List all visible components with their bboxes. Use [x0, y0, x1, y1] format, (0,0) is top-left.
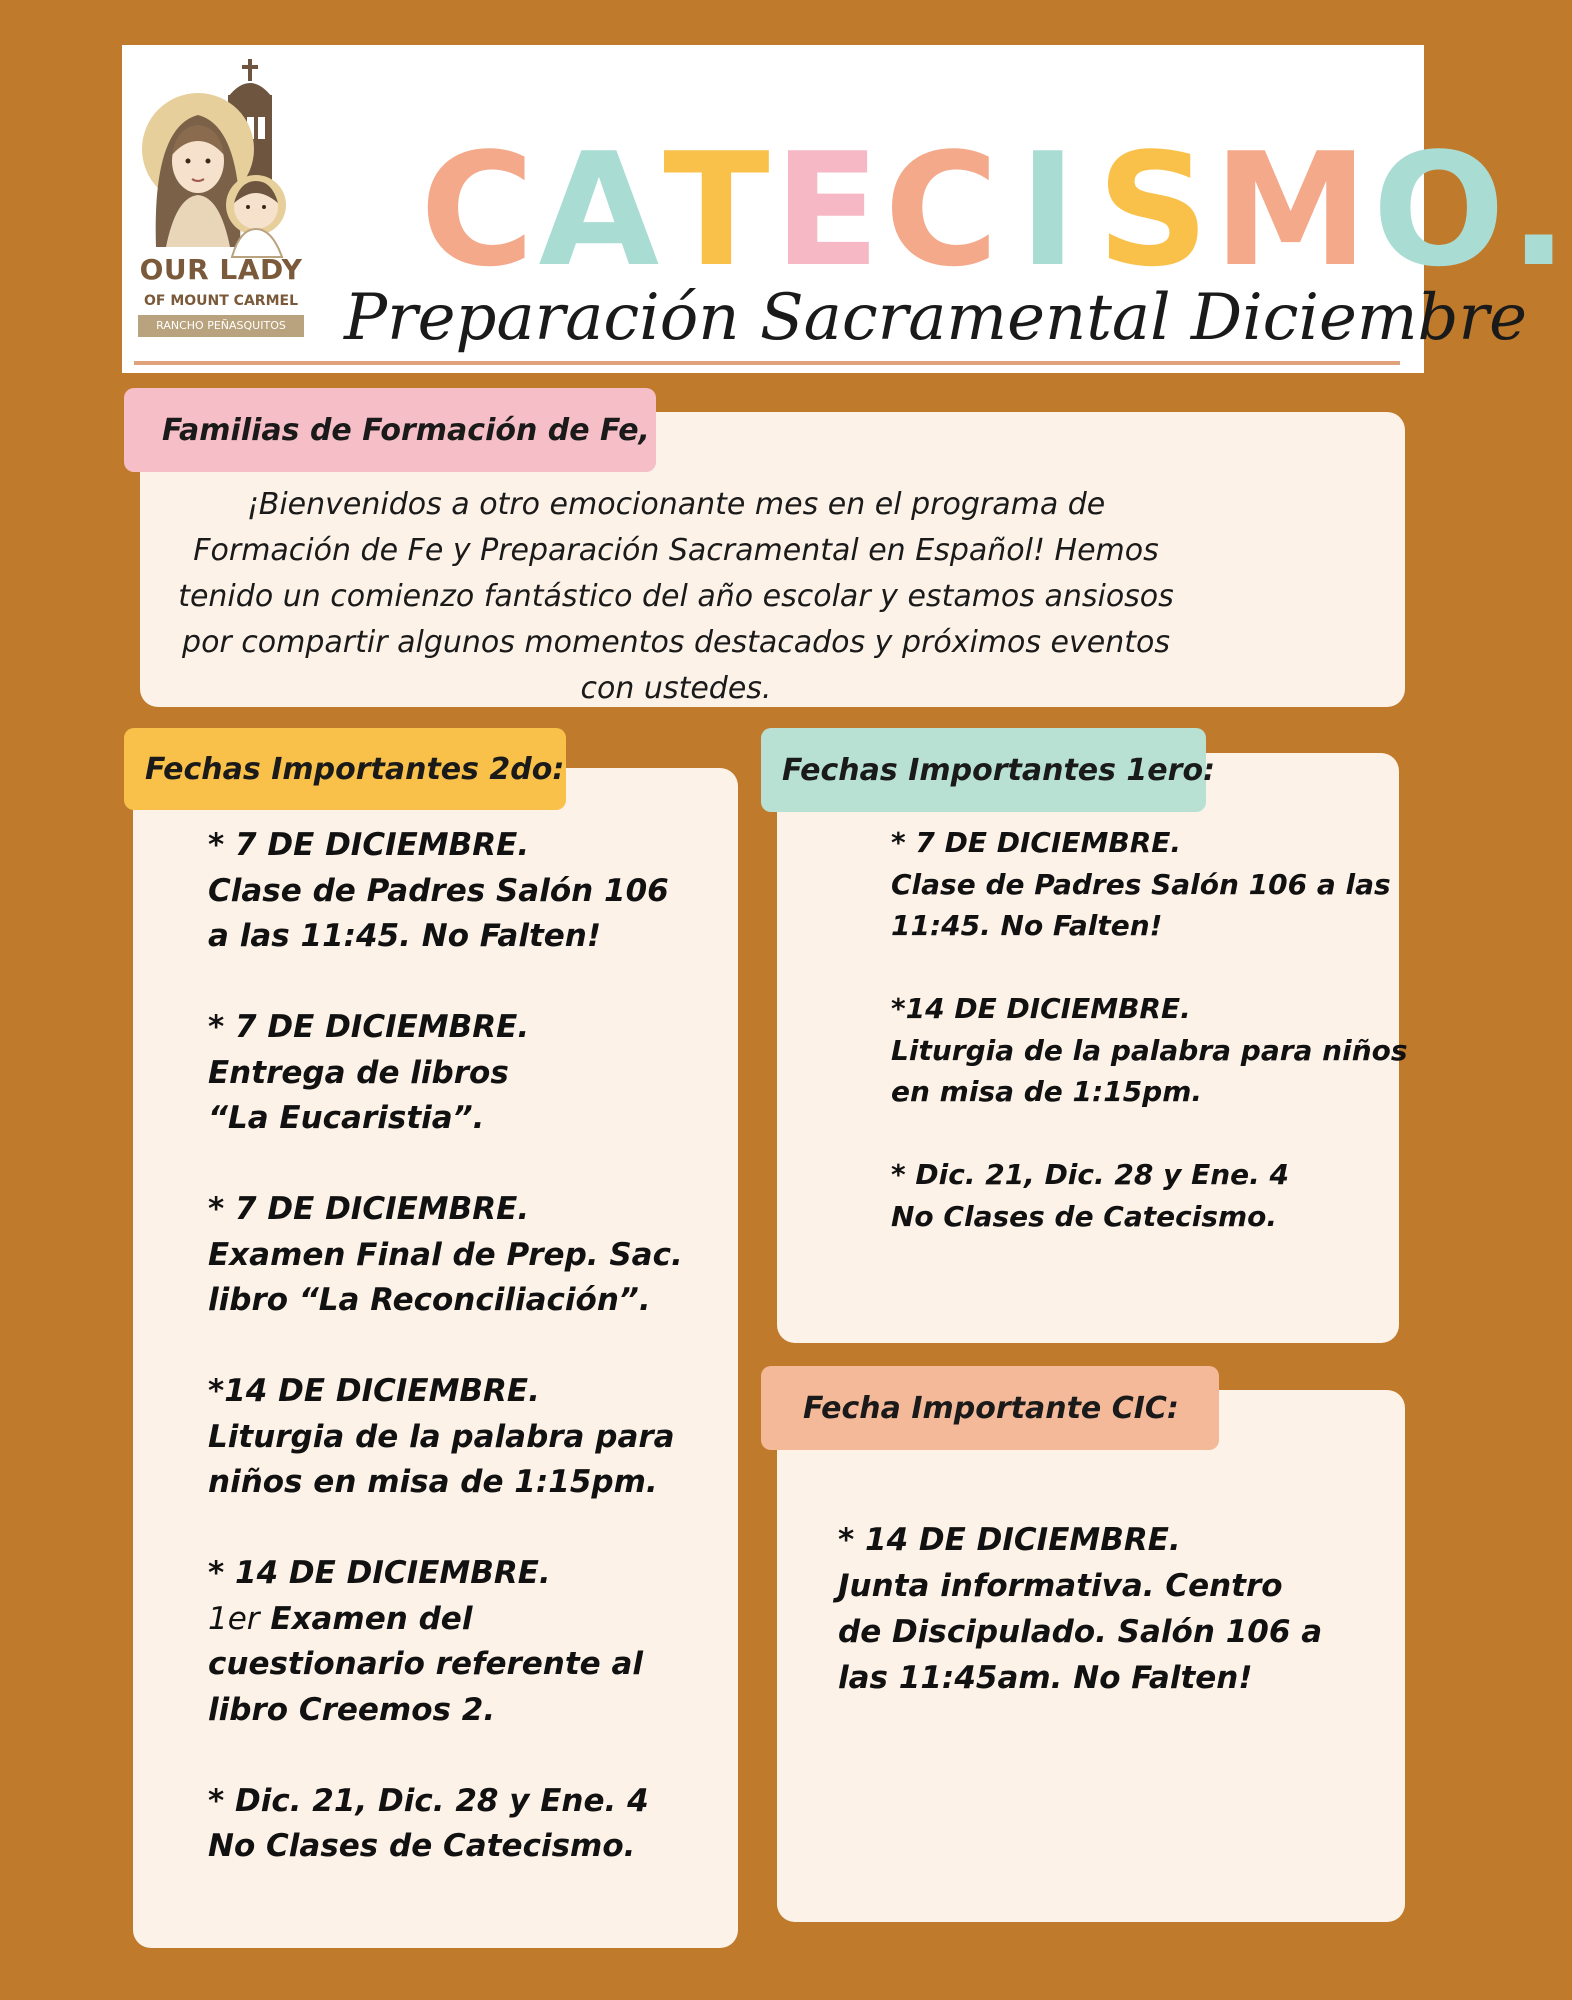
cic-tab: Fecha Importante CIC: [761, 1366, 1219, 1450]
date-entry: * 14 DE DICIEMBRE. Junta informativa. Centro de Discipulado. Salón 106 a las 11:45am. No Falten! [838, 1522, 1323, 1696]
title-letter: C [884, 119, 1003, 301]
header-banner [122, 45, 1572, 373]
title-letter: O [1372, 119, 1510, 301]
title-letter: I [1018, 119, 1081, 301]
date-entry: *14 DE DICIEMBRE. Liturgia de la palabra para niños en misa de 1:15pm. [208, 1373, 675, 1500]
segundo-dates [208, 823, 683, 1915]
mary-and-child-illustration [136, 57, 306, 257]
date-entry: * Dic. 21, Dic. 28 y Ene. 4 No Clases de Catecismo. [208, 1782, 649, 1864]
date-entry: * 7 DE DICIEMBRE. Clase de Padres Salón 106 a las 11:45. No Falten! [208, 827, 669, 954]
logo-subtitle: OF MOUNT CARMEL [144, 293, 298, 309]
date-entry: * 7 DE DICIEMBRE. Examen Final de Prep. Sac. libro “La Reconciliación”. [208, 1191, 683, 1318]
date-entry: *14 DE DICIEMBRE. Liturgia de la palabra para niños en misa de 1:15pm. [891, 992, 1408, 1108]
date-entry: * 7 DE DICIEMBRE. Clase de Padres Salón 106 a las 11:45. No Falten! [891, 826, 1391, 942]
intro-tab: Familias de Formación de Fe, [124, 388, 656, 472]
date-entry: * 7 DE DICIEMBRE. Entrega de libros “La Eucaristia”. [208, 1009, 530, 1136]
primero-dates [891, 822, 1408, 1279]
title-letter: M [1213, 119, 1373, 301]
title-letter: E [773, 119, 885, 301]
segundo-tab: Fechas Importantes 2do: [124, 728, 566, 810]
parish-logo [136, 57, 306, 357]
catecismo-title [420, 119, 1572, 301]
header-divider [134, 361, 1400, 365]
title-letter: T [663, 119, 774, 301]
logo-name: OUR LADY [139, 253, 303, 286]
logo-location: RANCHO PEÑASQUITOS [138, 315, 304, 337]
date-entry: * Dic. 21, Dic. 28 y Ene. 4 No Clases de Catecismo. [891, 1158, 1290, 1233]
date-entry-exam [208, 1551, 683, 1733]
exam-text: Examen del cuestionario referente al libro Creemos 2. [208, 1600, 644, 1728]
cic-dates [838, 1517, 1322, 1701]
title-letter: C [420, 119, 539, 301]
date-entry-heading: * 14 DE DICIEMBRE. [208, 1555, 551, 1591]
subtitle: Preparación Sacramental Diciembre [344, 281, 1527, 355]
date-entry-body [208, 1597, 683, 1734]
exam-prefix: 1er [208, 1600, 260, 1637]
primero-tab: Fechas Importantes 1ero: [761, 728, 1206, 812]
title-letter: . [1509, 119, 1572, 301]
intro-text: ¡Bienvenidos a otro emocionante mes en el programa de Formación de Fe y Preparación Sacramental en Español! Hemos tenido un comienzo fantástico del año escolar y estamos ansiosos por compartir algunos momentos destacados y próximos eventos con ustedes. [178, 487, 1174, 706]
title-letter: S [1096, 119, 1214, 301]
title-letter: A [538, 119, 664, 301]
